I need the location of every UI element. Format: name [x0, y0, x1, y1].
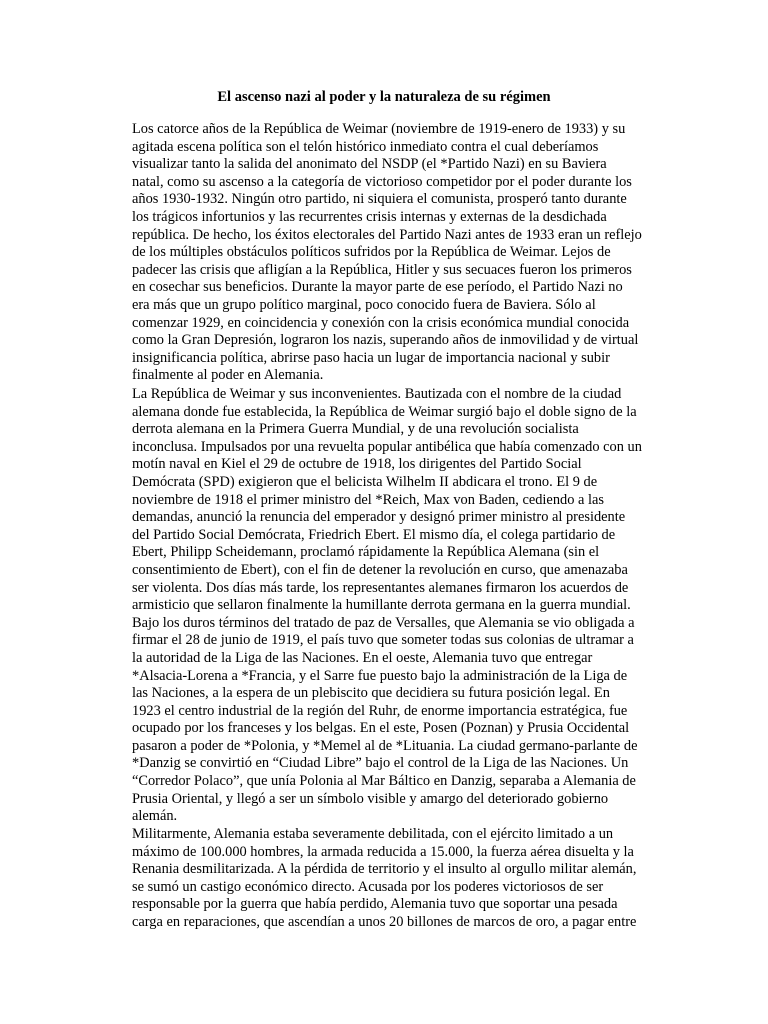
text-line: responsable por la guerra que había perdido, Alemania tuvo que soportar una pesada — [132, 896, 618, 913]
text-line: en cosechar sus beneficios. Durante la mayor parte de ese período, el Partido Nazi no — [132, 279, 623, 296]
text-line: *Alsacia-Lorena a *Francia, y el Sarre fue puesto bajo la administración de la Liga de — [132, 667, 628, 684]
text-line: natal, como su ascenso a la categoría de victorioso competidor por el poder durante los — [132, 173, 632, 190]
text-line: se sumó un castigo económico directo. Acusada por los poderes victoriosos de ser — [132, 878, 604, 895]
paragraph-weimar-intro — [132, 121, 768, 385]
text-line: *Danzig se convirtió en “Ciudad Libre” bajo el control de la Liga de las Naciones. Un — [132, 755, 629, 772]
text-line: derrota alemana en la Primera Guerra Mundial, y de una revolución socialista — [132, 421, 579, 438]
text-line: padecer las crisis que afligían a la República, Hitler y sus secuaces fueron los primeros — [132, 261, 632, 278]
text-line: era más que un grupo político marginal, poco conocido fuera de Baviera. Sólo al — [132, 296, 596, 313]
document-title: El ascenso nazi al poder y la naturaleza de su régimen — [217, 89, 551, 105]
text-line: “Corredor Polaco”, que unía Polonia al Mar Báltico en Danzig, separaba a Alemania de — [132, 773, 636, 790]
text-line: noviembre de 1918 el primer ministro del *Reich, Max von Baden, cediendo a las — [132, 491, 604, 508]
text-line: consentimiento de Ebert), con el fin de detener la revolución en curso, que amenazaba — [132, 561, 628, 578]
text-line: finalmente al poder en Alemania. — [132, 367, 324, 384]
text-line: los trágicos infortunios y las recurrentes crisis internas y externas de la desdichada — [132, 208, 607, 225]
text-line: 1923 el centro industrial de la región del Ruhr, de enorme importancia estratégica, fue — [132, 702, 628, 719]
text-line: república. De hecho, los éxitos electorales del Partido Nazi antes de 1933 eran un reflejo — [132, 226, 642, 243]
paragraph-weimar-problems — [132, 386, 768, 826]
text-line: de los múltiples obstáculos políticos sufridos por la República de Weimar. Lejos de — [132, 244, 611, 261]
text-line: la autoridad de la Liga de las Naciones. En el oeste, Alemania tuvo que entregar — [132, 649, 593, 666]
text-line: Prusia Oriental, y llegó a ser un símbolo visible y amargo del deteriorado gobierno — [132, 790, 609, 807]
text-line: demandas, anunció la renuncia del emperador y designó primer ministro al presidente — [132, 509, 626, 526]
paragraph-military-weakness — [132, 826, 768, 932]
text-line: Los catorce años de la República de Weimar (noviembre de 1919-enero de 1933) y su — [132, 121, 626, 137]
text-line: firmar el 28 de junio de 1919, el país tuvo que someter todas sus colonias de ultramar a — [132, 632, 634, 649]
text-line: pasaron a poder de *Polonia, y *Memel al de *Lituania. La ciudad germano-parlante de — [132, 737, 638, 754]
text-line: máximo de 100.000 hombres, la armada reducida a 15.000, la fuerza aérea disuelta y la — [132, 843, 634, 860]
text-line: motín naval en Kiel el 29 de octubre de 1918, los dirigentes del Partido Social — [132, 456, 582, 473]
text-line: ocupado por los franceses y los belgas. En el este, Posen (Poznan) y Prusia Occidental — [132, 720, 630, 737]
text-line: alemán. — [132, 808, 178, 825]
text-line: carga en reparaciones, que ascendían a unos 20 billones de marcos de oro, a pagar entre — [132, 913, 637, 930]
text-line: armisticio que sellaron finalmente la humillante derrota germana en la guerra mundial. — [132, 597, 631, 614]
text-line: Demócrata (SPD) exigieron que el belicista Wilhelm II abdicara el trono. El 9 de — [132, 473, 598, 490]
text-line: visualizar tanto la salida del anonimato del NSDP (el *Partido Nazi) en su Baviera — [132, 156, 607, 173]
text-line: años 1930-1932. Ningún otro partido, ni siquiera el comunista, prosperó tanto durante — [132, 191, 627, 208]
text-line: Militarmente, Alemania estaba severamente debilitada, con el ejército limitado a un — [132, 826, 614, 842]
text-line: del Partido Social Demócrata, Friedrich Ebert. El mismo día, el colega partidario de — [132, 526, 616, 543]
text-line: Ebert, Philipp Scheidemann, proclamó rápidamente la República Alemana (sin el — [132, 544, 600, 561]
text-line: Bajo los duros términos del tratado de paz de Versalles, que Alemania se vio obligada a — [132, 614, 635, 631]
text-line: las Naciones, a la espera de un plebiscito que decidiera su futura posición legal. En — [132, 685, 610, 702]
text-line: agitada escena política son el telón histórico inmediato contra el cual deberíamos — [132, 138, 599, 155]
text-line: alemana donde fue establecida, la República de Weimar surgió bajo el doble signo de la — [132, 403, 637, 420]
text-line: La República de Weimar y sus inconvenientes. Bautizada con el nombre de la ciudad — [132, 386, 622, 402]
text-line: Renania desmilitarizada. A la pérdida de territorio y el insulto al orgullo militar alemán, — [132, 861, 637, 878]
text-line: como la Gran Depresión, lograron los nazis, superando años de inmovilidad y de virtual — [132, 332, 639, 349]
text-line: inconclusa. Impulsados por una revuelta popular antibélica que había comenzado con un — [132, 438, 642, 455]
text-line: comenzar 1929, en coincidencia y conexión con la crisis económica mundial conocida — [132, 314, 630, 331]
text-line: insignificancia política, abrirse paso hacia un lugar de importancia nacional y subir — [132, 349, 610, 366]
text-line: ser violenta. Dos días más tarde, los representantes alemanes firmaron los acuerdos de — [132, 579, 629, 596]
